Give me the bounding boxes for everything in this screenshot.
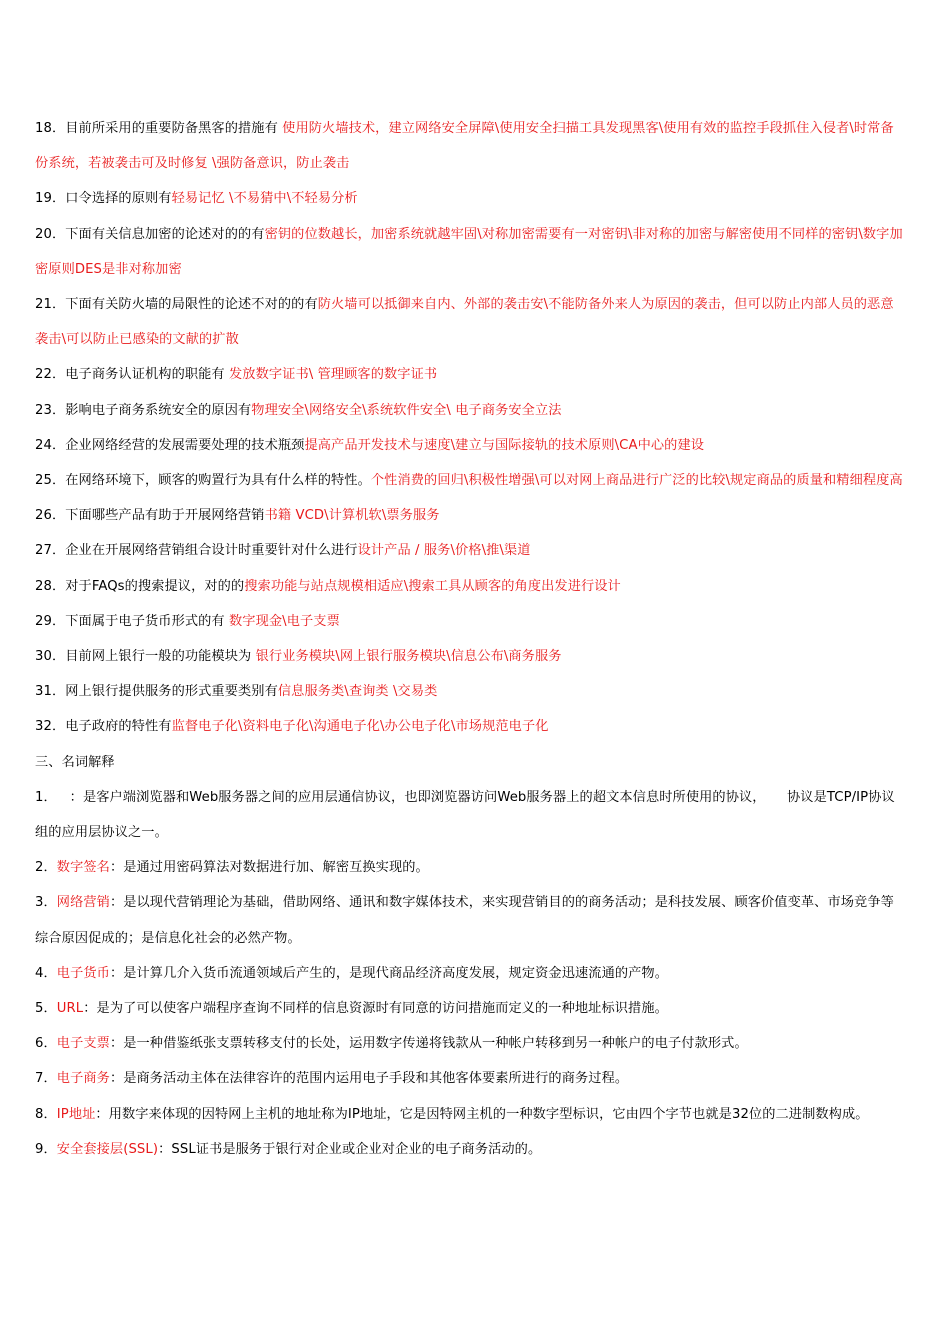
question-21	[35, 287, 906, 357]
question-22	[35, 357, 906, 392]
question-20	[35, 217, 906, 287]
question-text: 32．电子政府的特性有	[35, 719, 172, 735]
question-29	[35, 604, 906, 639]
definition-text: ：是以现代营销理论为基础，借助网络、通讯和数字媒体技术，来实现营销目的的商务活动；是科技发展、顾客价值变革、市场竞争等综合原因促成的；是信息化社会的必然产物。	[35, 895, 894, 946]
definition-text: ：用数字来体现的因特网上主机的地址称为IP地址，它是因特网主机的一种数字型标识，它由四个字节也就是32位的二进制数构成。	[95, 1106, 869, 1122]
question-28	[35, 569, 906, 604]
question-text: 30．目前网上银行一般的功能模块为	[35, 649, 256, 665]
definition-3	[35, 885, 906, 955]
definition-6	[35, 1026, 906, 1061]
definition-number: 2．	[35, 860, 57, 876]
question-text: 25．在网络环境下，顾客的购置行为具有什么样的特性。	[35, 473, 371, 489]
definition-number: 4．	[35, 965, 57, 981]
answer-text: 防火墙可以抵御来自内、外部的袭击安\不能防备外来人为原因的袭击，但可以防止内部人员的恶意袭击\可以防止已感染的文献的扩散	[35, 297, 894, 348]
question-30	[35, 639, 906, 674]
answer-text: 物理安全\网络安全\系统软件安全\ 电子商务安全立法	[251, 402, 562, 418]
answer-text: 使用防火墙技术，建立网络安全屏障\使用安全扫描工具发现黑客\使用有效的监控手段抓住入侵者\时常备份系统，若被袭击可及时修复 \强防备意识，防止袭击	[35, 121, 894, 172]
question-text: 27．企业在开展网络营销组合设计时重要针对什么进行	[35, 543, 358, 559]
answer-text: 数字现金\电子支票	[229, 613, 340, 629]
definition-1	[35, 780, 906, 850]
question-26	[35, 498, 906, 533]
question-32	[35, 709, 906, 744]
answer-text: 书籍 VCD\计算机软\票务服务	[264, 508, 440, 524]
definition-number: 3．	[35, 895, 57, 911]
question-text: 18．目前所采用的重要防备黑客的措施有	[35, 121, 283, 136]
definition-term: 电子货币	[56, 965, 110, 981]
definition-number: 9．	[35, 1141, 57, 1157]
definition-term: URL	[56, 1001, 84, 1017]
question-text: 24．企业网络经营的发展需要处理的技术瓶颈	[35, 437, 305, 453]
answer-text: 银行业务模块\网上银行服务模块\信息公布\商务服务	[255, 649, 562, 665]
definition-number: 7．	[35, 1071, 57, 1087]
definition-text: ：是为了可以使客户端程序查询不同样的信息资源时有同意的访问措施而定义的一种地址标识措施。	[83, 1001, 668, 1017]
definition-term: 数字签名	[56, 860, 110, 876]
definition-8	[35, 1097, 906, 1132]
definition-term: 电子商务	[56, 1071, 110, 1087]
answer-text: 轻易记忆 \不易猜中\不轻易分析	[171, 191, 358, 207]
question-24	[35, 428, 906, 463]
question-text: 26．下面哪些产品有助于开展网络营销	[35, 508, 265, 524]
definition-number: 6．	[35, 1036, 57, 1052]
definition-term: IP地址	[56, 1106, 96, 1122]
question-27	[35, 533, 906, 568]
question-18	[35, 111, 906, 181]
definition-7	[35, 1061, 906, 1096]
definition-text: ：是商务活动主体在法律容许的范围内运用电子手段和其他客体要素所进行的商务过程。	[109, 1071, 629, 1087]
definition-text: ：SSL证书是服务于银行对企业或企业对企业的电子商务活动的。	[158, 1141, 542, 1157]
question-25	[35, 463, 906, 498]
section-heading: 三、名词解释	[35, 754, 115, 770]
question-19	[35, 181, 906, 216]
definition-text: ：是通过用密码算法对数据进行加、解密互换实现的。	[109, 860, 429, 876]
definition-term: 安全套接层(SSL)	[56, 1141, 159, 1157]
question-31	[35, 674, 906, 709]
definition-number: 1．	[35, 789, 57, 805]
question-text: 31．网上银行提供服务的形式重要类别有	[35, 684, 278, 700]
question-text: 22．电子商务认证机构的职能有	[35, 367, 230, 383]
definition-number: 8．	[35, 1106, 57, 1122]
question-text: 29．下面属于电子货币形式的有	[35, 613, 230, 629]
definition-5	[35, 991, 906, 1026]
answer-text: 搜索功能与站点规模相适应\搜索工具从顾客的角度出发进行设计	[244, 578, 621, 594]
definition-number: 5．	[35, 1001, 57, 1017]
answer-text: 信息服务类\查询类 \交易类	[277, 684, 438, 700]
question-23	[35, 393, 906, 428]
answer-text: 发放数字证书\ 管理顾客的数字证书	[229, 367, 438, 383]
definition-term: 电子支票	[56, 1036, 110, 1052]
answer-text: 提高产品开发技术与速度\建立与国际接轨的技术原则\CA中心的建设	[304, 437, 705, 453]
definition-text: ：是一种借鉴纸张支票转移支付的长处，运用数字传递将钱款从一种帐户转移到另一种帐户的电子付款形式。	[109, 1036, 748, 1052]
answer-text: 设计产品 / 服务\价格\推\渠道	[357, 543, 531, 559]
definition-text: ：是客户端浏览器和Web服务器之间的应用层通信协议，也即浏览器访问Web服务器上的超文本信息时所使用的协议， 协议是TCP/IP协议组的应用层协议之一。	[35, 789, 895, 841]
definition-term: 网络营销	[56, 895, 110, 911]
definition-9	[35, 1132, 906, 1167]
definition-2	[35, 850, 906, 885]
answer-text: 监督电子化\资料电子化\沟通电子化\办公电子化\市场规范电子化	[171, 719, 549, 735]
question-text: 20．下面有关信息加密的论述对的的有	[35, 226, 265, 242]
question-text: 28．对于FAQs的搜索提议，对的的	[35, 578, 245, 594]
definition-text: ：是计算几介入货币流通领域后产生的，是现代商品经济高度发展，规定资金迅速流通的产物。	[109, 965, 669, 981]
question-text: 23．影响电子商务系统安全的原因有	[35, 402, 252, 418]
answer-text: 密钥的位数越长，加密系统就越牢固\对称加密需要有一对密钥\非对称的加密与解密使用不同样的密钥\数字加密原则DES是非对称加密	[35, 226, 903, 277]
question-text: 21．下面有关防火墙的局限性的论述不对的的有	[35, 297, 318, 313]
answer-text: 个性消费的回归\积极性增强\可以对网上商品进行广泛的比较\规定商品的质量和精细程度高	[370, 473, 903, 489]
question-text: 19．口令选择的原则有	[35, 191, 172, 207]
definition-4	[35, 956, 906, 991]
